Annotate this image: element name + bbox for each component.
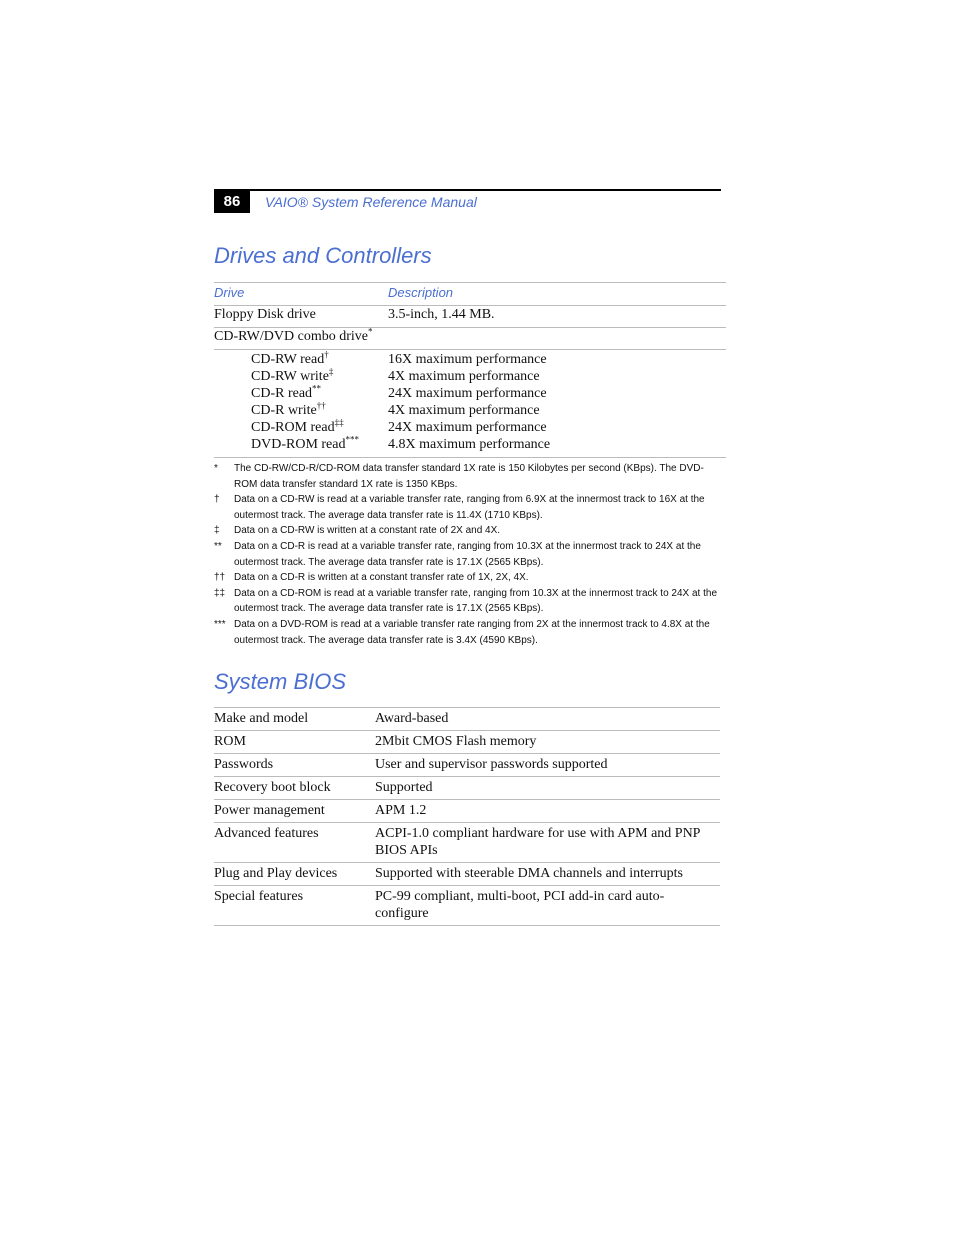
value-cell: ACPI-1.0 compliant hardware for use with APM and PNP BIOS APIs [375, 826, 700, 858]
value-cell: User and supervisor passwords supported [375, 757, 608, 772]
table-row [214, 754, 720, 777]
table-row [214, 731, 720, 754]
description-cell: 3.5-inch, 1.44 MB. [388, 307, 495, 322]
table-row [214, 328, 726, 350]
description-cell: 4X maximum performance [388, 369, 540, 384]
description-column-header: Description [388, 285, 454, 300]
drive-cell [251, 400, 326, 419]
footnote [214, 492, 726, 523]
footnote [214, 570, 726, 586]
drive-label: CD-ROM read [251, 420, 335, 435]
footnote [214, 617, 726, 648]
running-title: VAIO® System Reference Manual [265, 194, 477, 210]
value-cell: 2Mbit CMOS Flash memory [375, 734, 537, 749]
drive-cell [251, 417, 344, 436]
drives-section-title: Drives and Controllers [214, 243, 432, 268]
footnote-text: Data on a CD-R is read at a variable transfer rate, ranging from 10.3X at the innermost track to 24X at the outermost track. The average data transfer rate is 17.1X (2565 KBps). [234, 540, 701, 568]
drive-subtable [214, 350, 726, 458]
drive-label: CD-RW/DVD combo drive [214, 329, 368, 344]
footnote-mark: *** [214, 618, 226, 630]
table-row [214, 823, 720, 863]
drive-label: DVD-ROM read [251, 437, 346, 452]
drive-column-header: Drive [214, 285, 245, 300]
drives-table-header [214, 282, 726, 306]
key-cell: Plug and Play devices [214, 866, 338, 881]
footnote-mark: † [214, 494, 220, 506]
bios-table [214, 707, 720, 926]
footnote [214, 586, 726, 617]
key-cell: Passwords [214, 757, 274, 772]
footnote-mark: ‡ [328, 366, 334, 377]
footnote-mark: † [324, 349, 329, 360]
value-cell: PC-99 compliant, multi-boot, PCI add-in card auto-configure [375, 889, 665, 921]
drive-label: CD-R write [251, 403, 317, 418]
footnote-text: Data on a DVD-ROM is read at a variable transfer rate ranging from 2X at the innermost track to 4.8X at the outermost track. The average data transfer rate is 3.4X (4590 KBps). [234, 618, 710, 646]
footnote-text: The CD-RW/CD-R/CD-ROM data transfer standard 1X rate is 150 Kilobytes per second (KBps). The DVD-ROM data transfer standard 1X rate is 1350 KBps. [234, 463, 704, 490]
table-row [214, 306, 726, 328]
table-row [214, 863, 720, 886]
footnote [214, 539, 726, 570]
drives-table [214, 282, 726, 458]
footnote-text: Data on a CD-ROM is read at a variable transfer rate, ranging from 10.3X at the innermost track to 24X at the outermost track. The average data transfer rate is 17.1X (2565 KBps). [234, 587, 718, 615]
footnote [214, 523, 726, 539]
key-cell: Special features [214, 889, 304, 904]
footnote-mark: †† [214, 572, 226, 584]
table-row [214, 708, 720, 731]
footnote-mark: ** [312, 383, 322, 394]
table-row [214, 886, 720, 926]
footnote-mark: ‡‡ [214, 587, 226, 599]
value-cell: APM 1.2 [375, 803, 427, 818]
drive-cell [251, 383, 322, 402]
sub-row [214, 366, 726, 386]
drive-cell [251, 434, 359, 453]
key-cell: Recovery boot block [214, 780, 331, 795]
page-number: 86 [214, 191, 250, 213]
drive-label: CD-RW write [251, 369, 329, 384]
footnote-text: Data on a CD-RW is read at a variable transfer rate, ranging from 6.9X at the innermost track to 16X at the outermost track. The average data transfer rate is 11.4X (1710 KBps). [234, 494, 705, 521]
value-cell: Supported [375, 780, 433, 795]
drive-label: CD-RW read [251, 352, 325, 367]
key-cell: ROM [214, 734, 246, 749]
key-cell: Power management [214, 803, 325, 818]
description-cell: 24X maximum performance [388, 386, 547, 401]
footnote-mark: * [367, 326, 373, 337]
drive-cell [214, 326, 373, 345]
footnotes [214, 461, 726, 648]
sub-row [214, 383, 726, 403]
sub-row [214, 434, 726, 454]
sub-row [214, 400, 726, 420]
footnote-mark: †† [316, 400, 326, 411]
footnote-mark: ‡‡ [334, 417, 344, 428]
sub-row [214, 417, 726, 437]
footnote-text: Data on a CD-RW is written at a constant rate of 2X and 4X. [234, 525, 501, 537]
table-row [214, 777, 720, 800]
sub-row [214, 349, 726, 369]
drive-label: CD-R read [251, 386, 313, 401]
footnote-mark: ‡ [214, 525, 220, 537]
bios-section-title: System BIOS [214, 669, 347, 694]
description-cell: 24X maximum performance [388, 420, 547, 435]
footnote-mark: *** [345, 434, 359, 445]
description-cell: 16X maximum performance [388, 352, 547, 367]
key-cell: Make and model [214, 711, 309, 726]
footnote [214, 461, 726, 492]
key-cell: Advanced features [214, 826, 319, 841]
drive-cell: Floppy Disk drive [214, 307, 316, 322]
value-cell: Award-based [375, 711, 449, 726]
footnote-text: Data on a CD-R is written at a constant transfer rate of 1X, 2X, 4X. [234, 572, 529, 584]
value-cell: Supported with steerable DMA channels and interrupts [375, 866, 683, 881]
footnote-mark: * [214, 463, 218, 474]
footnote-mark: ** [214, 540, 222, 552]
drive-cell [251, 349, 329, 368]
description-cell: 4.8X maximum performance [388, 437, 551, 452]
table-row [214, 800, 720, 823]
header-rule [214, 189, 721, 191]
description-cell: 4X maximum performance [388, 403, 540, 418]
